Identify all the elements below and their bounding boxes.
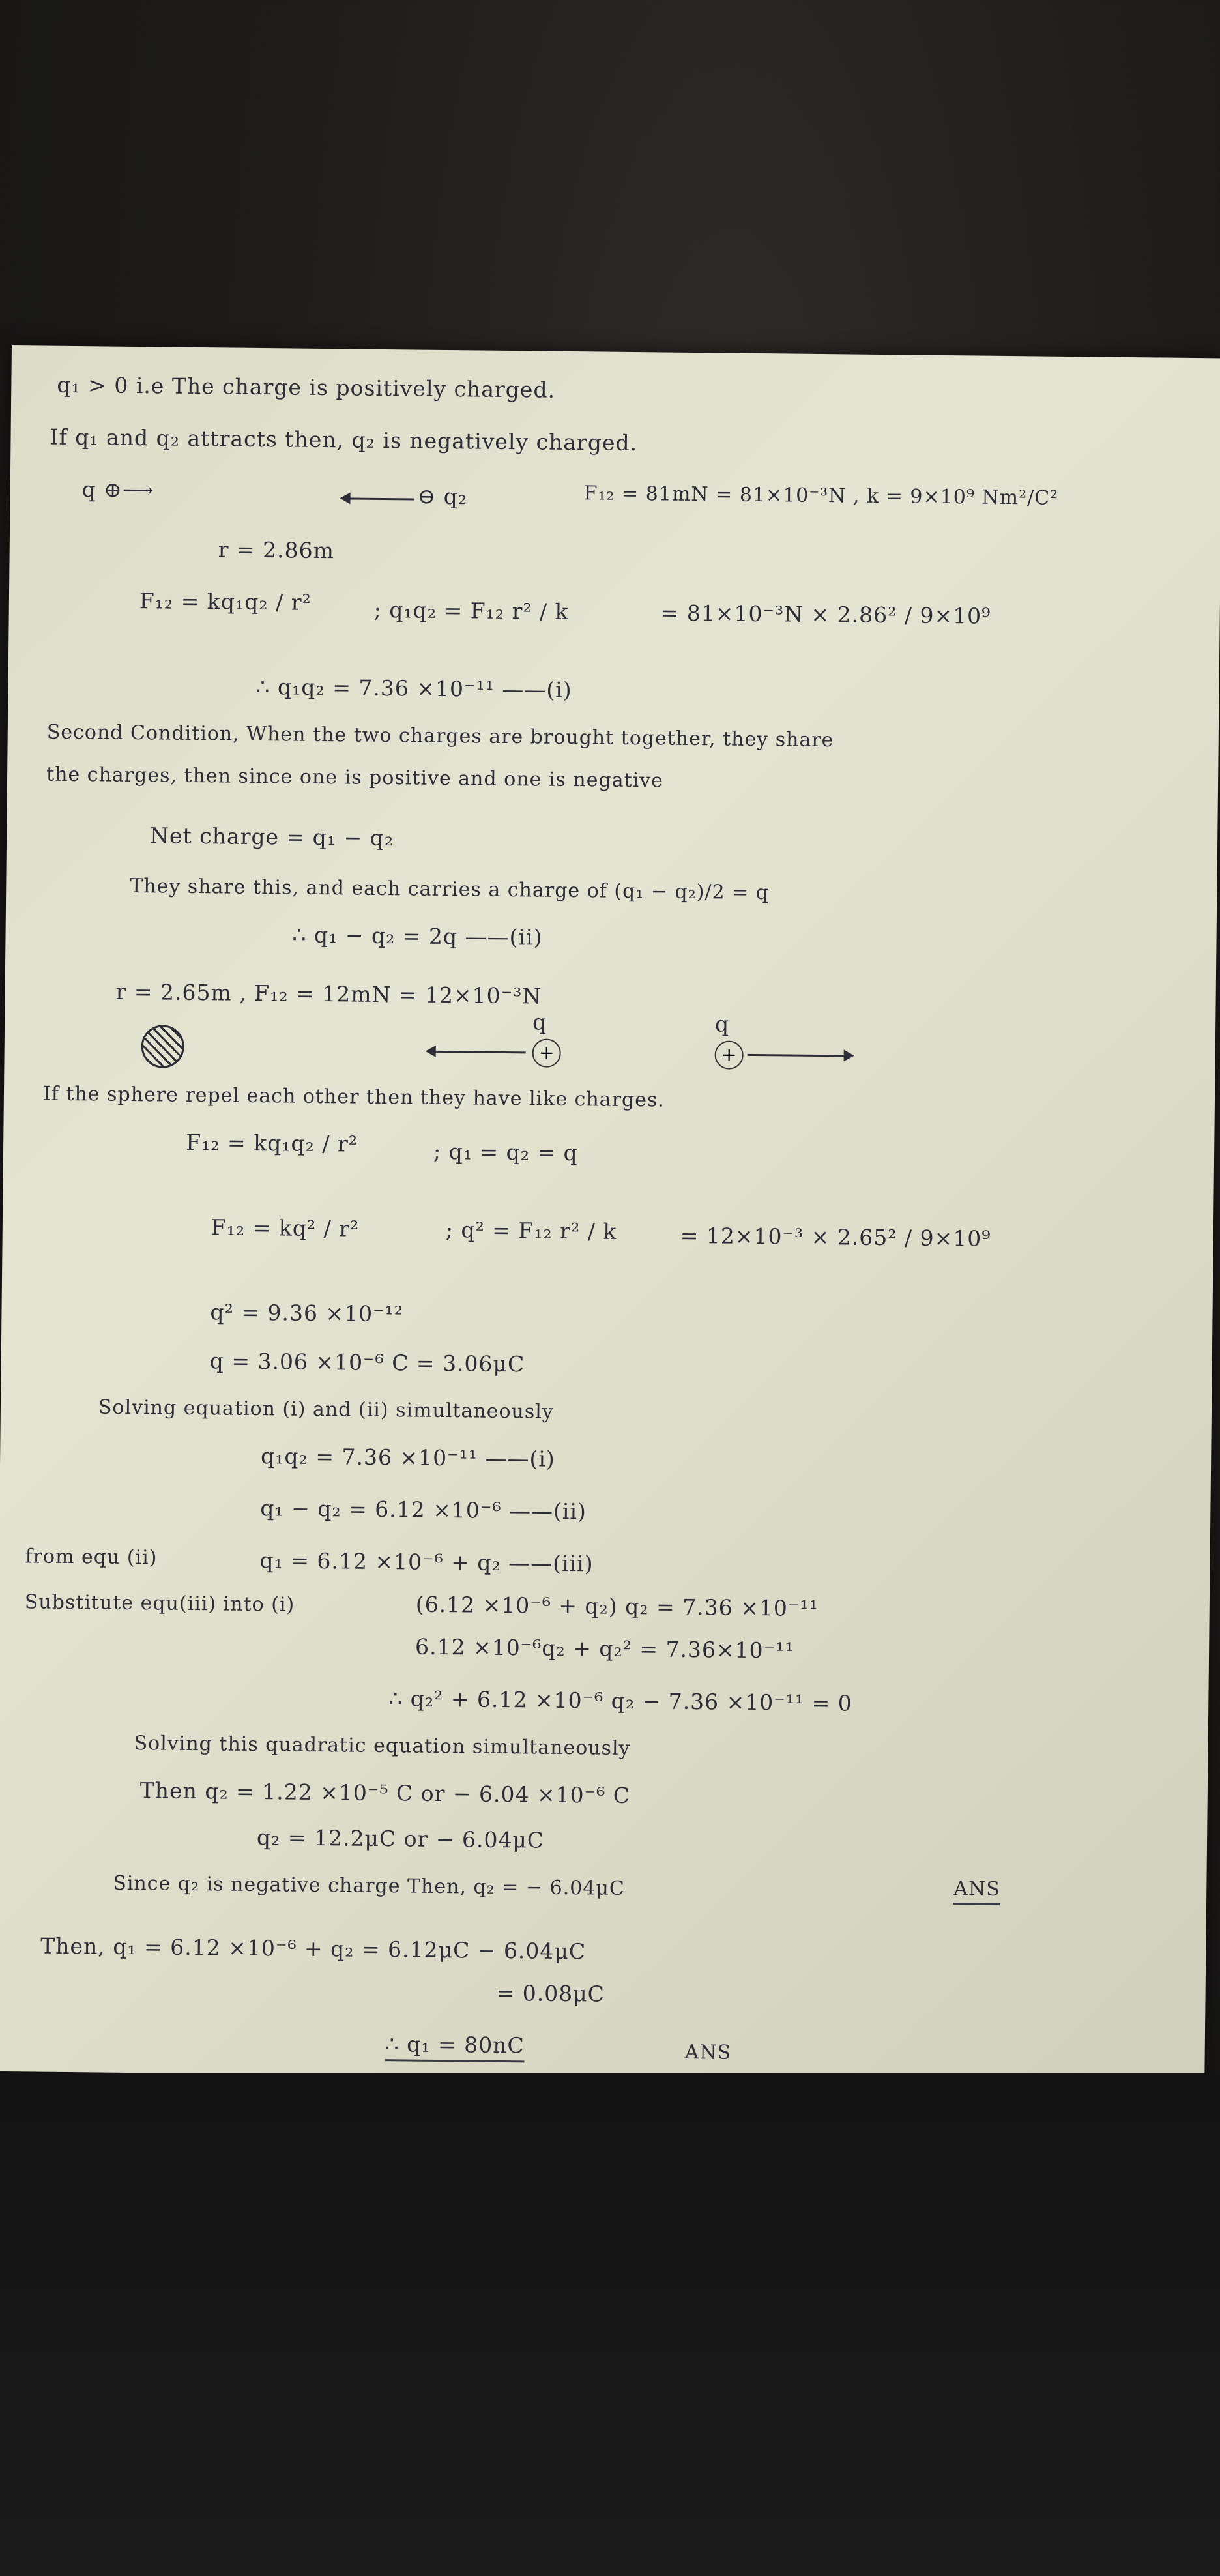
line-20: F₁₂ = kq₁q₂ / r² xyxy=(186,1129,358,1157)
line-11: Second Condition, When the two charges are brought together, they share xyxy=(46,720,834,752)
line-32: Substitute equ(iii) into (i) xyxy=(24,1590,295,1617)
line-13: Net charge = q₁ − q₂ xyxy=(149,823,394,851)
line-9: = 81×10⁻³N × 2.86² / 9×10⁹ xyxy=(660,600,991,629)
line-8: ; q₁q₂ = F₁₂ r² / k xyxy=(373,596,569,624)
handwritten-worksheet xyxy=(0,345,1220,2084)
line-23: ; q² = F₁₂ r² / k xyxy=(445,1217,617,1244)
line-14: They share this, and each carries a charge of (q₁ − q₂)/2 = q xyxy=(130,874,770,905)
line-3: q ⊕⟶ xyxy=(81,476,154,503)
line-38: q₂ = 12.2μC or − 6.04μC xyxy=(256,1824,545,1853)
line-10: ∴ q₁q₂ = 7.36 ×10⁻¹¹ ——(i) xyxy=(255,673,572,703)
line-36: Solving this quadratic equation simultaneously xyxy=(134,1732,631,1761)
line-29: q₁ − q₂ = 6.12 ×10⁻⁶ ——(ii) xyxy=(260,1495,587,1525)
background-surface xyxy=(0,2073,1220,2576)
force-arrow-left xyxy=(343,497,414,500)
positive-charge-icon: + xyxy=(714,1040,743,1069)
line-7: F₁₂ = kq₁q₂ / r² xyxy=(139,588,312,615)
line-16: r = 2.65m , F₁₂ = 12mN = 12×10⁻³N xyxy=(115,978,542,1009)
line-33: (6.12 ×10⁻⁶ + q₂) q₂ = 7.36 ×10⁻¹¹ xyxy=(415,1591,819,1622)
line-17: q xyxy=(532,1009,547,1035)
line-42: = 0.08μC xyxy=(496,1980,605,2007)
line-39: Since q₂ is negative charge Then, q₂ = − 6.04μC xyxy=(113,1871,626,1900)
line-19: If the sphere repel each other then they have like charges. xyxy=(42,1082,665,1112)
line-22: F₁₂ = kq² / r² xyxy=(211,1214,360,1242)
line-41: Then, q₁ = 6.12 ×10⁻⁶ + q₂ = 6.12μC − 6.04μC xyxy=(40,1933,587,1965)
line-2: If q₁ and q₂ attracts then, q₂ is negatively charged. xyxy=(50,424,638,456)
answer-label: ANS xyxy=(684,2040,732,2064)
line-34: 6.12 ×10⁻⁶q₂ + q₂² = 7.36×10⁻¹¹ xyxy=(414,1633,794,1663)
line-31: q₁ = 6.12 ×10⁻⁶ + q₂ ——(iii) xyxy=(259,1547,594,1577)
answer-label: ANS xyxy=(953,1877,1000,1905)
line-24: = 12×10⁻³ × 2.65² / 9×10⁹ xyxy=(680,1222,991,1251)
repel-arrow-right xyxy=(748,1054,852,1057)
line-12: the charges, then since one is positive and one is negative xyxy=(46,763,664,793)
line-26: q = 3.06 ×10⁻⁶ C = 3.06μC xyxy=(209,1348,525,1377)
line-28: q₁q₂ = 7.36 ×10⁻¹¹ ——(i) xyxy=(260,1443,555,1472)
line-15: ∴ q₁ − q₂ = 2q ——(ii) xyxy=(292,922,543,950)
line-27: Solving equation (i) and (ii) simultaneously xyxy=(98,1396,554,1424)
line-21: ; q₁ = q₂ = q xyxy=(433,1138,578,1166)
line-37: Then q₂ = 1.22 ×10⁻⁵ C or − 6.04 ×10⁻⁶ C xyxy=(139,1778,631,1809)
line-6: r = 2.86m xyxy=(218,536,335,564)
line-18: q xyxy=(714,1011,730,1037)
hatched-sphere xyxy=(141,1025,184,1068)
line-43: ∴ q₁ = 80nC xyxy=(385,2031,524,2062)
line-30: from equ (ii) xyxy=(25,1545,158,1570)
line-35: ∴ q₂² + 6.12 ×10⁻⁶ q₂ − 7.36 ×10⁻¹¹ = 0 xyxy=(388,1686,853,1716)
line-4: ⊖ q₂ xyxy=(417,483,468,510)
line-25: q² = 9.36 ×10⁻¹² xyxy=(210,1299,404,1327)
positive-charge-icon: + xyxy=(532,1038,560,1067)
line-5: F₁₂ = 81mN = 81×10⁻³N , k = 9×10⁹ Nm²/C² xyxy=(583,482,1059,510)
line-1: q₁ > 0 i.e The charge is positively charged. xyxy=(57,372,556,403)
repel-arrow-left xyxy=(428,1051,526,1054)
